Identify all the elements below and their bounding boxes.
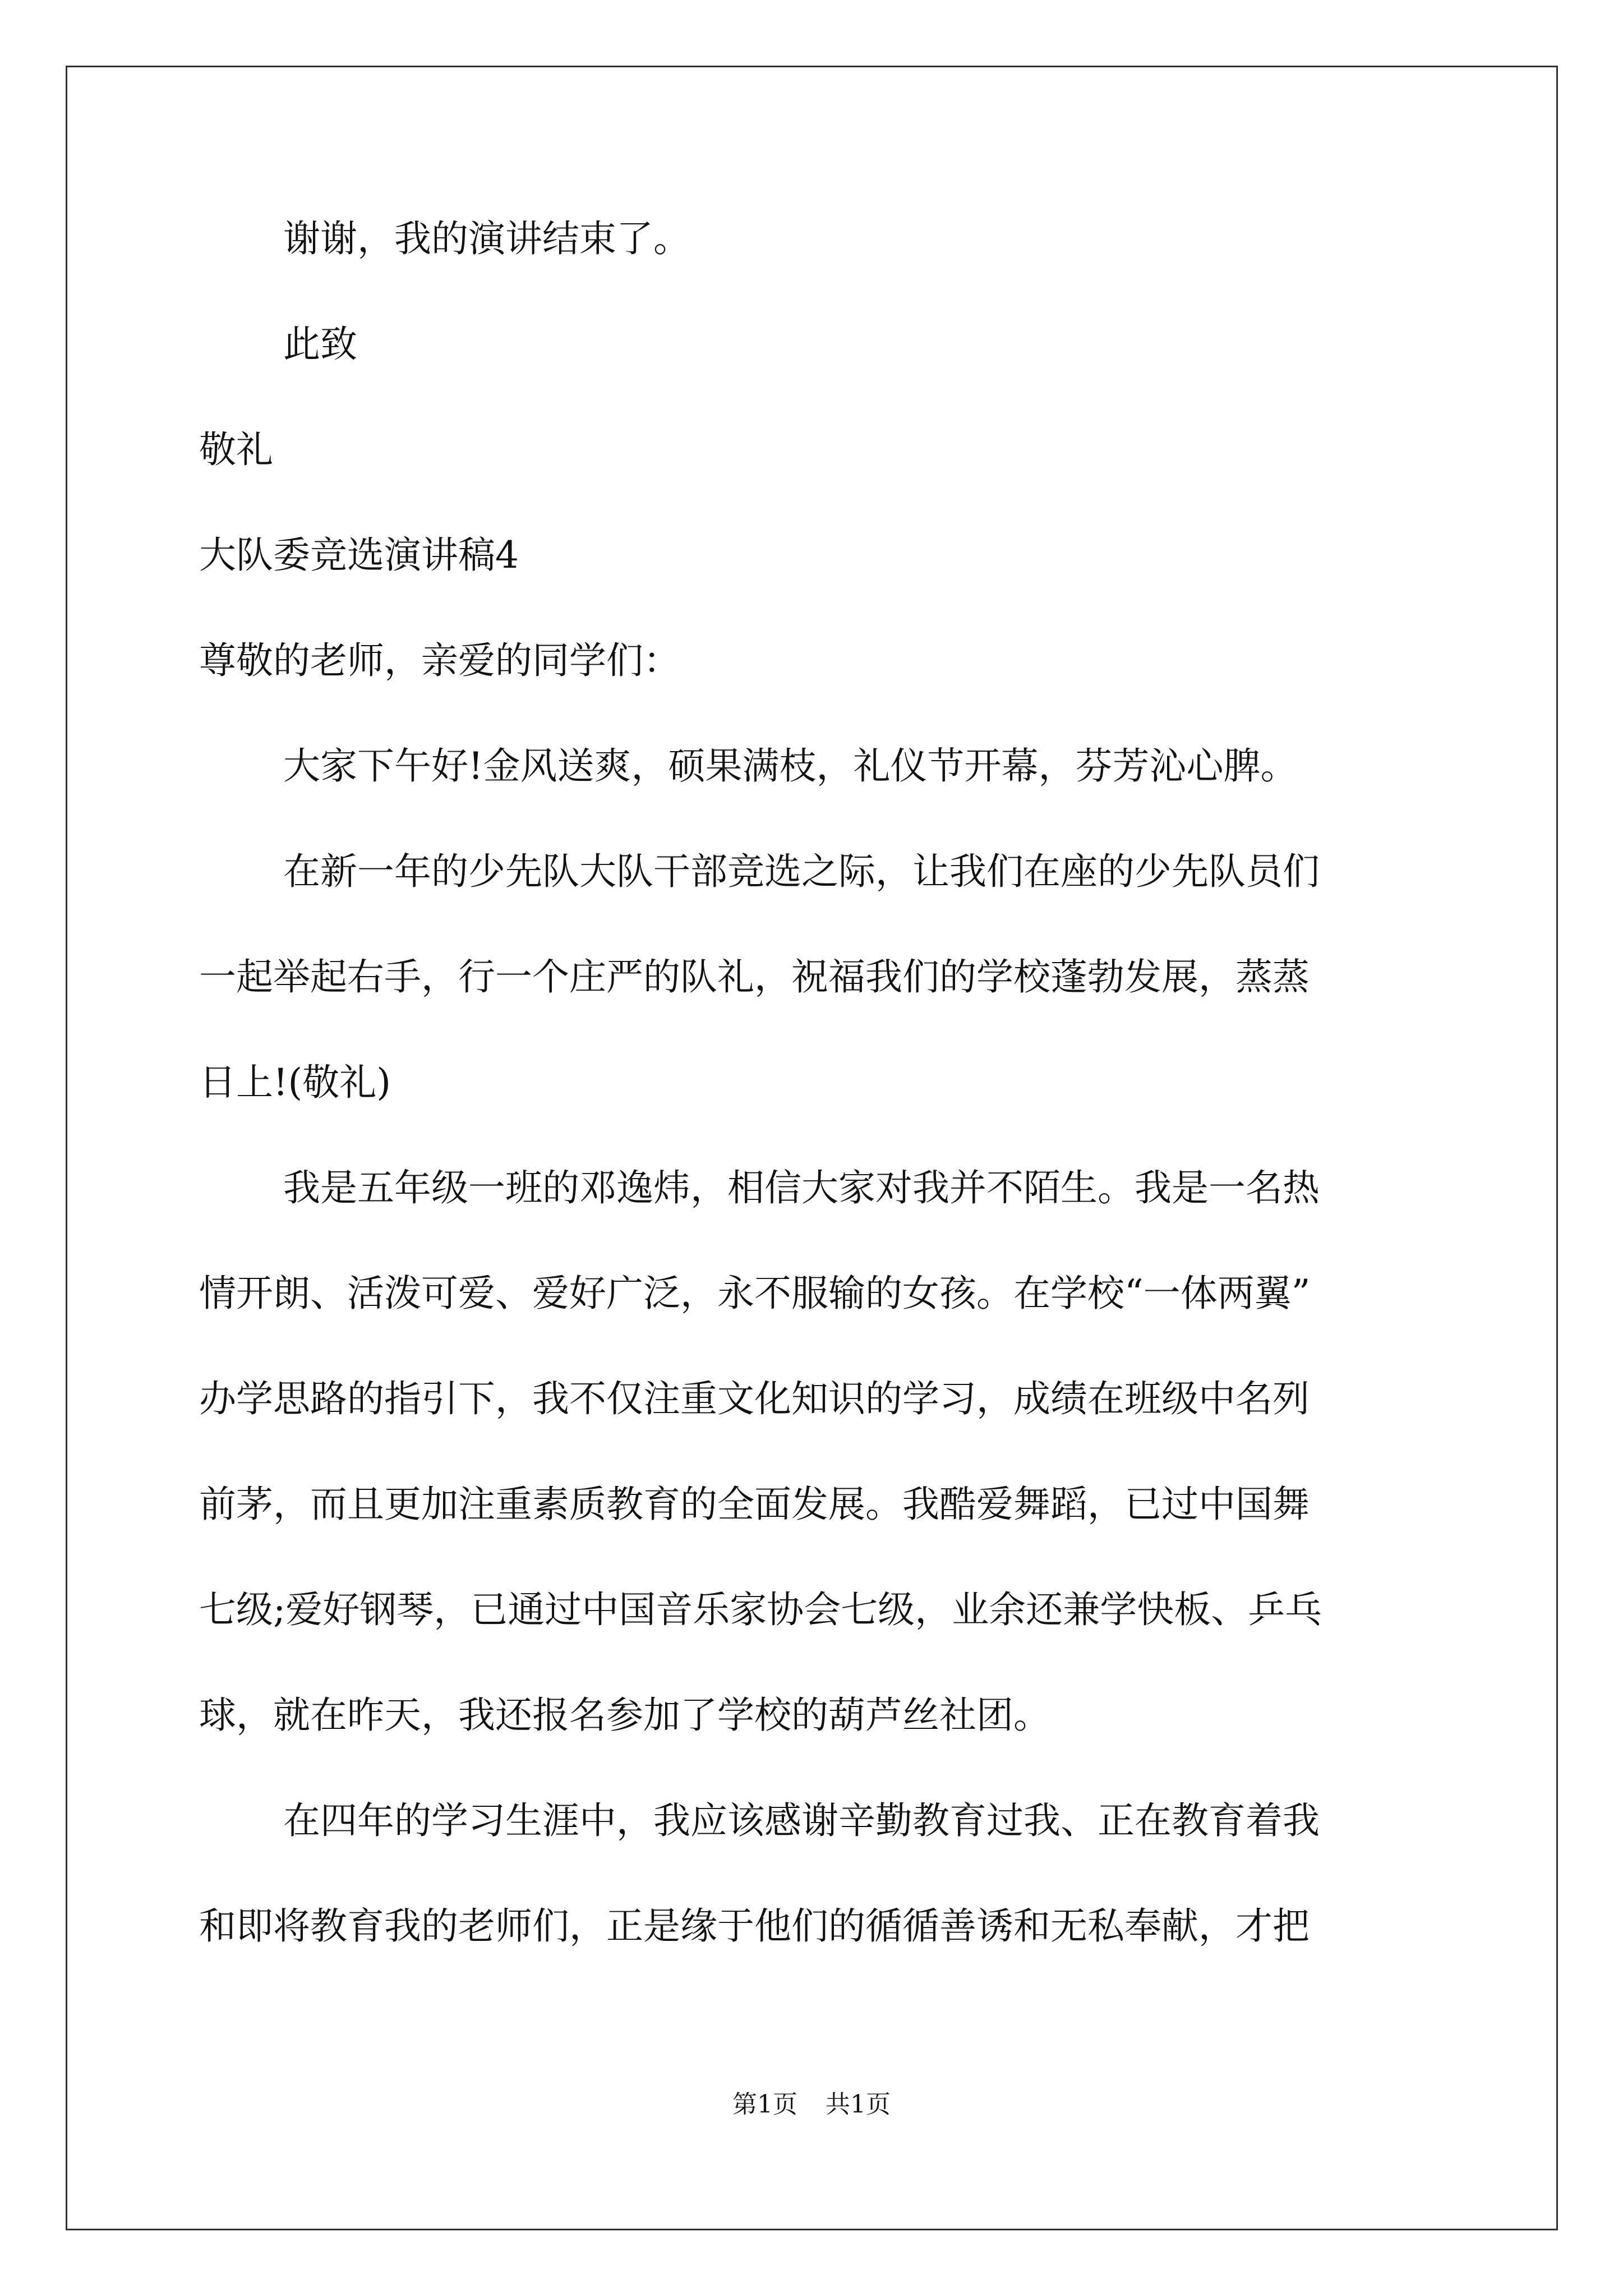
page-number: 第1页 xyxy=(732,2090,797,2119)
paragraph-line: 七级;爱好钢琴，已通过中国音乐家协会七级，业余还兼学快板、乒乓 xyxy=(199,1588,1322,1631)
paragraph-line: 大家下午好!金风送爽，硕果满枝，礼仪节开幕，芬芳沁心脾。 xyxy=(283,744,1298,788)
paragraph-line: 在四年的学习生涯中，我应该感谢辛勤教育过我、正在教育着我 xyxy=(283,1799,1320,1842)
greeting-line: 尊敬的老师，亲爱的同学们： xyxy=(199,639,680,682)
paragraph-line: 前茅，而且更加注重素质教育的全面发展。我酷爱舞蹈，已过中国舞 xyxy=(199,1483,1310,1526)
total-pages: 共1页 xyxy=(826,2090,891,2119)
paragraph-line: 和即将教育我的老师们，正是缘于他们的循循善诱和无私奉献，才把 xyxy=(199,1904,1310,1948)
page-footer xyxy=(0,2088,1623,2122)
closing-line: 谢谢，我的演讲结束了。 xyxy=(283,217,690,260)
salutation-line: 敬礼 xyxy=(199,428,273,471)
salutation-line: 此致 xyxy=(283,323,357,366)
paragraph-line: 我是五年级一班的邓逸炜，相信大家对我并不陌生。我是一名热 xyxy=(283,1166,1320,1209)
paragraph-line: 办学思路的指引下，我不仅注重文化知识的学习，成绩在班级中名列 xyxy=(199,1377,1310,1420)
paragraph-line: 日上!(敬礼) xyxy=(199,1061,391,1104)
paragraph-line: 情开朗、活泼可爱、爱好广泛，永不服输的女孩。在学校“一体两翼” xyxy=(199,1272,1311,1315)
paragraph-line: 一起举起右手，行一个庄严的队礼，祝福我们的学校蓬勃发展，蒸蒸 xyxy=(199,955,1310,999)
paragraph-line: 球，就在昨天，我还报名参加了学校的葫芦丝社团。 xyxy=(199,1694,1050,1737)
section-title: 大队委竞选演讲稿4 xyxy=(199,533,519,577)
paragraph-line: 在新一年的少先队大队干部竞选之际，让我们在座的少先队员们 xyxy=(283,850,1320,893)
